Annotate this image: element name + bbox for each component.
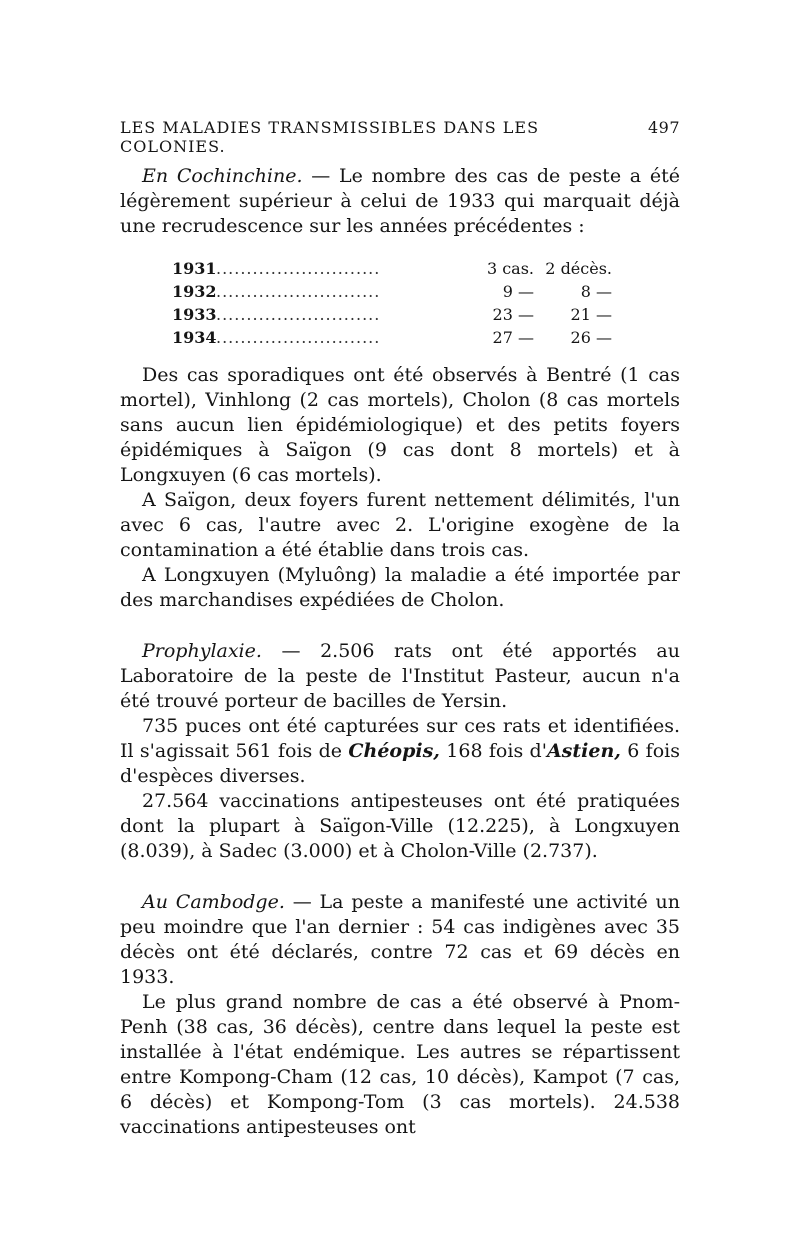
row-cases: 23 — <box>492 305 534 324</box>
table-row <box>172 257 680 280</box>
section-lead-cambodge: Au Cambodge. <box>142 891 285 913</box>
row-cases: 27 — <box>492 328 534 347</box>
prophylaxie-text: — 2.506 rats ont été apportés au Laboratoire de la peste de l'Institut Pasteur, aucun n'a été trouvé porteur de bacilles de Yersin. <box>120 640 680 712</box>
section-lead-prophylaxie: Prophylaxie. <box>142 640 262 662</box>
plague-cases-table <box>172 257 680 349</box>
species-astien: Astien, <box>546 740 621 762</box>
row-deaths: 8 — <box>580 282 612 301</box>
table-row <box>172 326 680 349</box>
page-number: 497 <box>647 118 680 137</box>
running-header <box>120 118 680 156</box>
fleas-text-b: 168 fois d' <box>439 740 547 762</box>
row-year: 1932 <box>172 282 217 301</box>
document-page <box>120 118 680 1140</box>
paragraph-vaccinations: 27.564 vaccinations antipesteuses ont été pratiquées dont la plupart à Saïgon-Ville (12.225), à Longxuyen (8.039), à Sadec (3.000) et à Cholon-Ville (2.737). <box>120 790 680 862</box>
paragraph-fleas <box>120 714 680 789</box>
leader-dots: ........................... <box>216 282 381 301</box>
section-gap <box>120 864 680 890</box>
section-gap <box>120 613 680 639</box>
paragraph-longxuyen: A Longxuyen (Myluông) la maladie a été importée par des marchandises expédiées de Cholon. <box>120 564 680 611</box>
row-year: 1934 <box>172 328 217 347</box>
row-cases: 9 — <box>502 282 534 301</box>
intro-paragraph <box>120 164 680 239</box>
row-year: 1933 <box>172 305 217 324</box>
leader-dots: ........................... <box>216 328 381 347</box>
table-row <box>172 280 680 303</box>
row-deaths: 21 — <box>570 305 612 324</box>
species-cheopis: Chéopis, <box>348 740 440 762</box>
row-cases: 3 cas. <box>486 259 534 278</box>
section-lead-cochinchine: En Cochinchine. <box>142 165 303 187</box>
table-row <box>172 303 680 326</box>
paragraph-prophylaxie <box>120 639 680 714</box>
row-year: 1931 <box>172 259 217 278</box>
paragraph-pnom-penh: Le plus grand nombre de cas a été observé à Pnom-Penh (38 cas, 36 décès), centre dans lequel la peste est installée à l'état endémique. Les autres se répartissent entre Kompong-Cham (12 cas, 10 décès), Kampot (7 cas, 6 décès) et Kompong-Tom (3 cas mortels). 24.538 vaccinations antipesteuses ont <box>120 991 680 1138</box>
leader-dots: ........................... <box>216 259 381 278</box>
paragraph-saigon: A Saïgon, deux foyers furent nettement délimités, l'un avec 6 cas, l'autre avec 2. L'origine exogène de la contamination a été établie dans trois cas. <box>120 489 680 561</box>
cambodge-text: — La peste a manifesté une activité un peu moindre que l'an dernier : 54 cas indigènes avec 35 décès ont été déclarés, contre 72 cas et 69 décès en 1933. <box>120 891 680 988</box>
leader-dots: ........................... <box>216 305 381 324</box>
paragraph-cambodge <box>120 890 680 990</box>
row-deaths: 2 décès. <box>545 259 612 278</box>
intro-text: — Le nombre des cas de peste a été légèrement supérieur à celui de 1933 qui marquait déjà une recrudescence sur les années précédentes : <box>120 165 680 237</box>
row-deaths: 26 — <box>570 328 612 347</box>
paragraph-sporadic-cases: Des cas sporadiques ont été observés à Bentré (1 cas mortel), Vinhlong (2 cas mortels), Cholon (8 cas mortels sans aucun lien épidémiologique) et des petits foyers épidémiques à Saïgon (9 cas dont 8 mortels) et à Longxuyen (6 cas mortels). <box>120 364 680 486</box>
running-title: LES MALADIES TRANSMISSIBLES DANS LES COLONIES. <box>120 118 540 156</box>
fleas-text-a: 735 puces ont été capturées sur ces rats et identifiées. Il s'agissait 561 fois de <box>120 715 680 762</box>
fleas-text-c: 6 fois d'espèces diverses. <box>120 740 680 787</box>
